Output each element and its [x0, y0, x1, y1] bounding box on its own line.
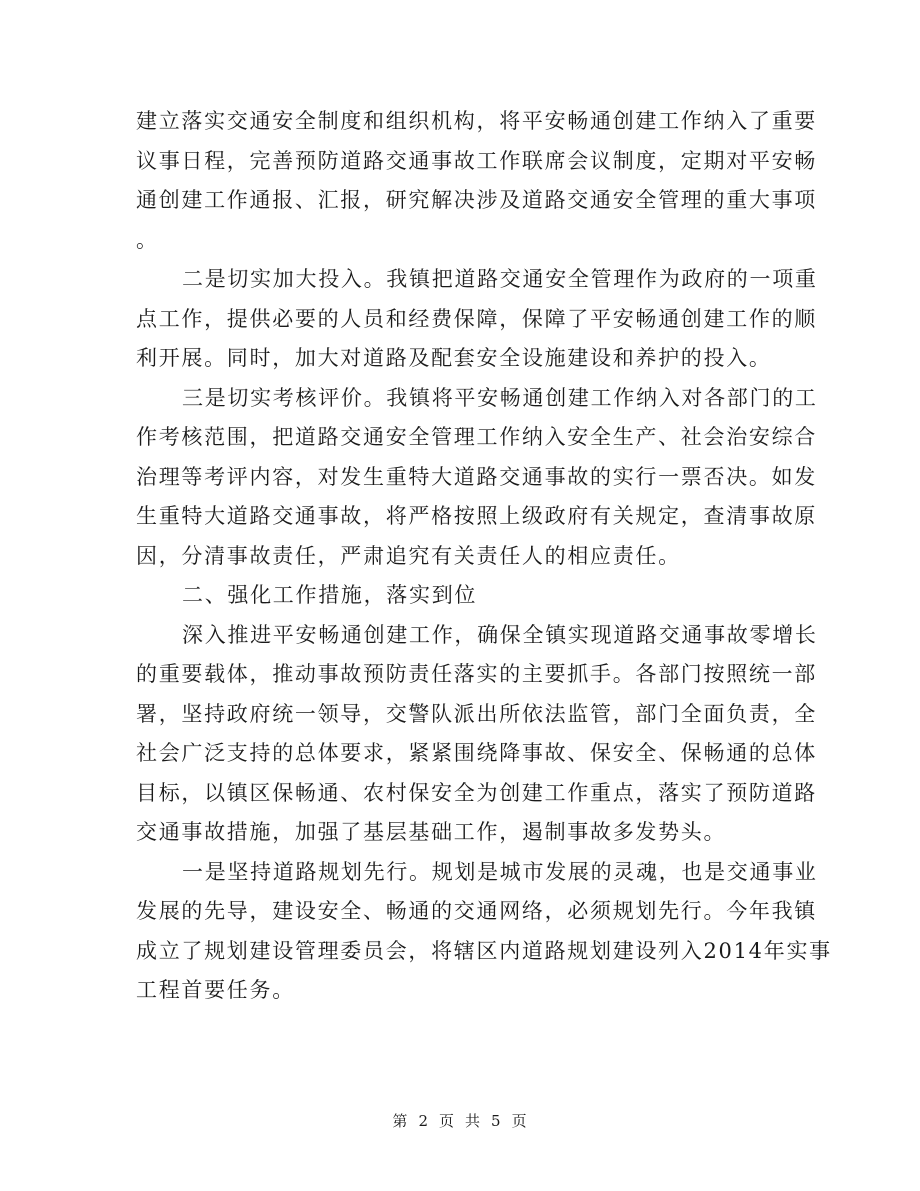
footer-page-word: 页: [438, 1112, 455, 1130]
paragraph-start-line: 三是切实考核评价。我镇将平安畅通创建工作纳入对各部门的工: [182, 385, 818, 410]
text-line: 作考核范围，把道路交通安全管理工作纳入安全生产、社会治安综合: [136, 425, 817, 449]
text-line: 建立落实交通安全制度和组织机构，将平安畅通创建工作纳入了重要: [136, 109, 817, 133]
text-line: 生重特大道路交通事故，将严格按照上级政府有关规定，查清事故原: [136, 504, 817, 528]
page-footer: [0, 1110, 920, 1131]
text-line: 发展的先导，建设安全、畅通的交通网络，必须规划先行。今年我镇: [136, 899, 817, 923]
text-line: 交通事故措施，加强了基层基础工作，遏制事故多发势头。: [136, 820, 727, 844]
text-line: 工程首要任务。: [136, 978, 295, 1002]
paragraph-start-line: 深入推进平安畅通创建工作，确保全镇实现道路交通事故零增长: [182, 622, 818, 647]
text-line: 署，坚持政府统一领导，交警队派出所依法监管，部门全面负责，全: [136, 701, 817, 726]
text-line: 利开展。同时，加大对道路及配套安全设施建设和养护的投入。: [136, 346, 772, 370]
text-line: 议事日程，完善预防道路交通事故工作联席会议制度，定期对平安畅: [136, 148, 817, 173]
text-line: 。: [136, 227, 159, 252]
footer-suffix: 页: [511, 1112, 528, 1130]
text-line: 的重要载体，推动事故预防责任落实的主要抓手。各部门按照统一部: [136, 662, 817, 686]
section-heading: 二、强化工作措施，落实到位: [182, 583, 478, 607]
current-page-number: 2: [418, 1112, 429, 1130]
text-line: 社会广泛支持的总体要求，紧紧围绕降事故、保安全、保畅通的总体: [136, 741, 817, 765]
document-body: [136, 102, 832, 1011]
text-line: 治理等考评内容，对发生重特大道路交通事故的实行一票否决。如发: [136, 464, 817, 489]
paragraph-start-line: 一是坚持道路规划先行。规划是城市发展的灵魂，也是交通事业: [182, 859, 818, 884]
text-line: 目标，以镇区保畅通、农村保安全为创建工作重点，落实了预防道路: [136, 780, 817, 805]
text-line: 通创建工作通报、汇报，研究解决涉及道路交通安全管理的重大事项: [136, 188, 817, 212]
footer-total-word: 共: [465, 1112, 482, 1130]
text-line: 成立了规划建设管理委员会，将辖区内道路规划建设列入2014年实事: [136, 938, 832, 963]
text-line: 点工作，提供必要的人员和经费保障，保障了平安畅通创建工作的顺: [136, 306, 817, 331]
paragraph-start-line: 二是切实加大投入。我镇把道路交通安全管理作为政府的一项重: [182, 267, 818, 291]
footer-prefix: 第: [392, 1112, 409, 1130]
total-page-count: 5: [491, 1112, 502, 1130]
text-line: 因，分清事故责任，严肃追究有关责任人的相应责任。: [136, 543, 681, 568]
